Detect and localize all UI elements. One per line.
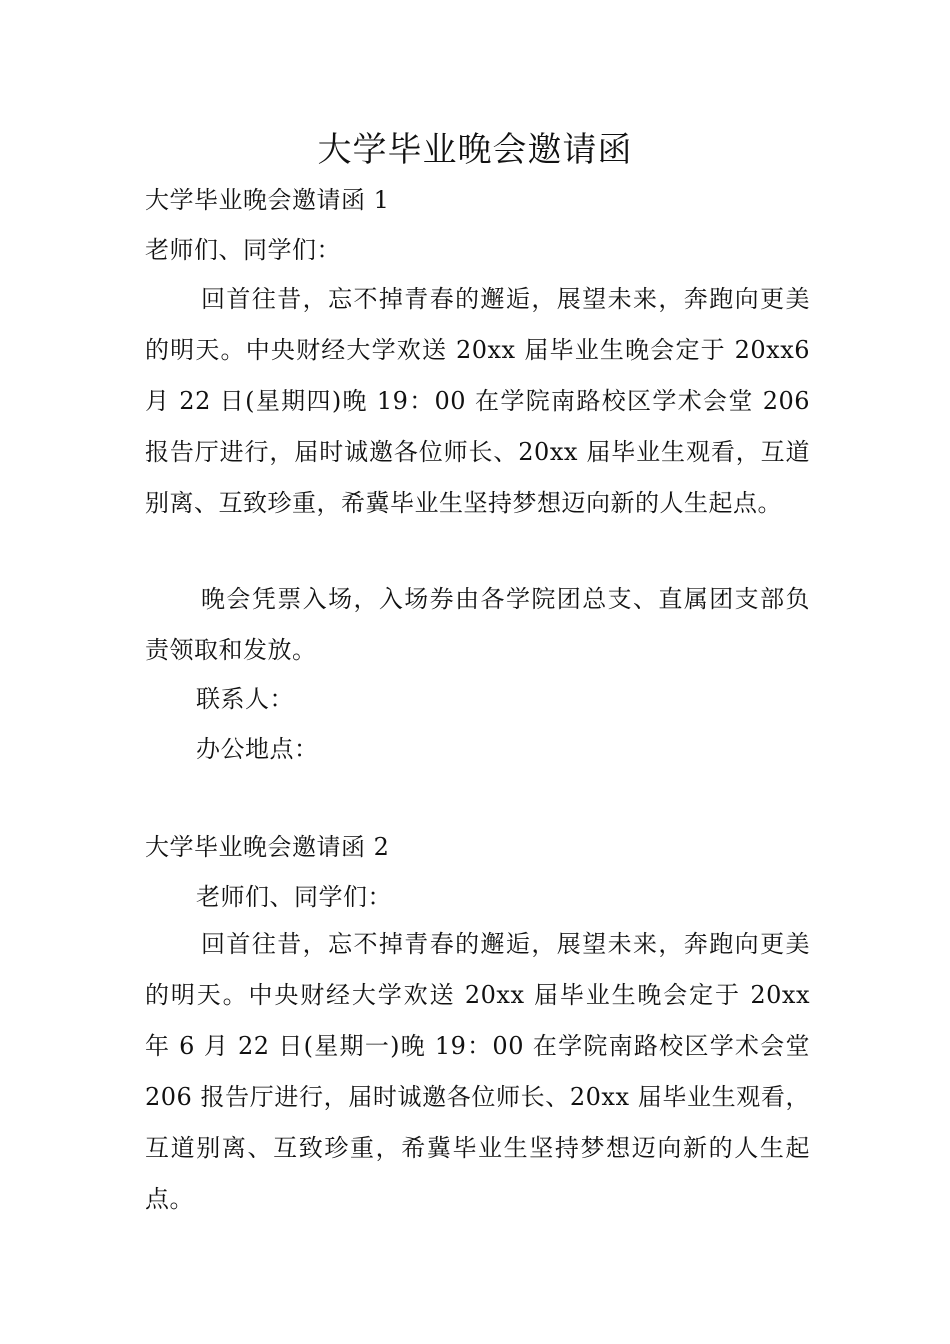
letter-1-contact: 联系人：	[196, 685, 294, 713]
letter-1-office: 办公地点：	[196, 735, 319, 763]
letter-2-paragraph-1: 回首往昔，忘不掉青春的邂逅，展望未来，奔跑向更美的明天。中央财经大学欢送 20xx 届毕业生晚会定于 20xx 年 6 月 22 日(星期一)晚 19：00 在学院南路校区学术会堂 206 报告厅进行，届时诚邀各位师长、20xx 届毕业生观看，互道别离、互致珍重，希冀毕业生坚持梦想迈向新的人生起点。	[145, 930, 810, 1213]
letter-2-heading: 大学毕业晚会邀请函 2	[145, 833, 390, 861]
letter-1-heading: 大学毕业晚会邀请函 1	[145, 186, 390, 214]
letter-1-salutation: 老师们、同学们：	[145, 236, 341, 264]
letter-1-paragraph-2: 晚会凭票入场，入场券由各学院团总支、直属团支部负责领取和发放。	[145, 585, 810, 664]
letter-1-paragraph-1: 回首往昔，忘不掉青春的邂逅，展望未来，奔跑向更美的明天。中央财经大学欢送 20xx 届毕业生晚会定于 20xx6 月 22 日(星期四)晚 19：00 在学院南路校区学术会堂 206 报告厅进行，届时诚邀各位师长、20xx 届毕业生观看，互道别离、互致珍重，希冀毕业生坚持梦想迈向新的人生起点。	[145, 285, 810, 517]
letter-2-salutation: 老师们、同学们：	[196, 883, 392, 911]
document-title: 大学毕业晚会邀请函	[317, 130, 633, 170]
